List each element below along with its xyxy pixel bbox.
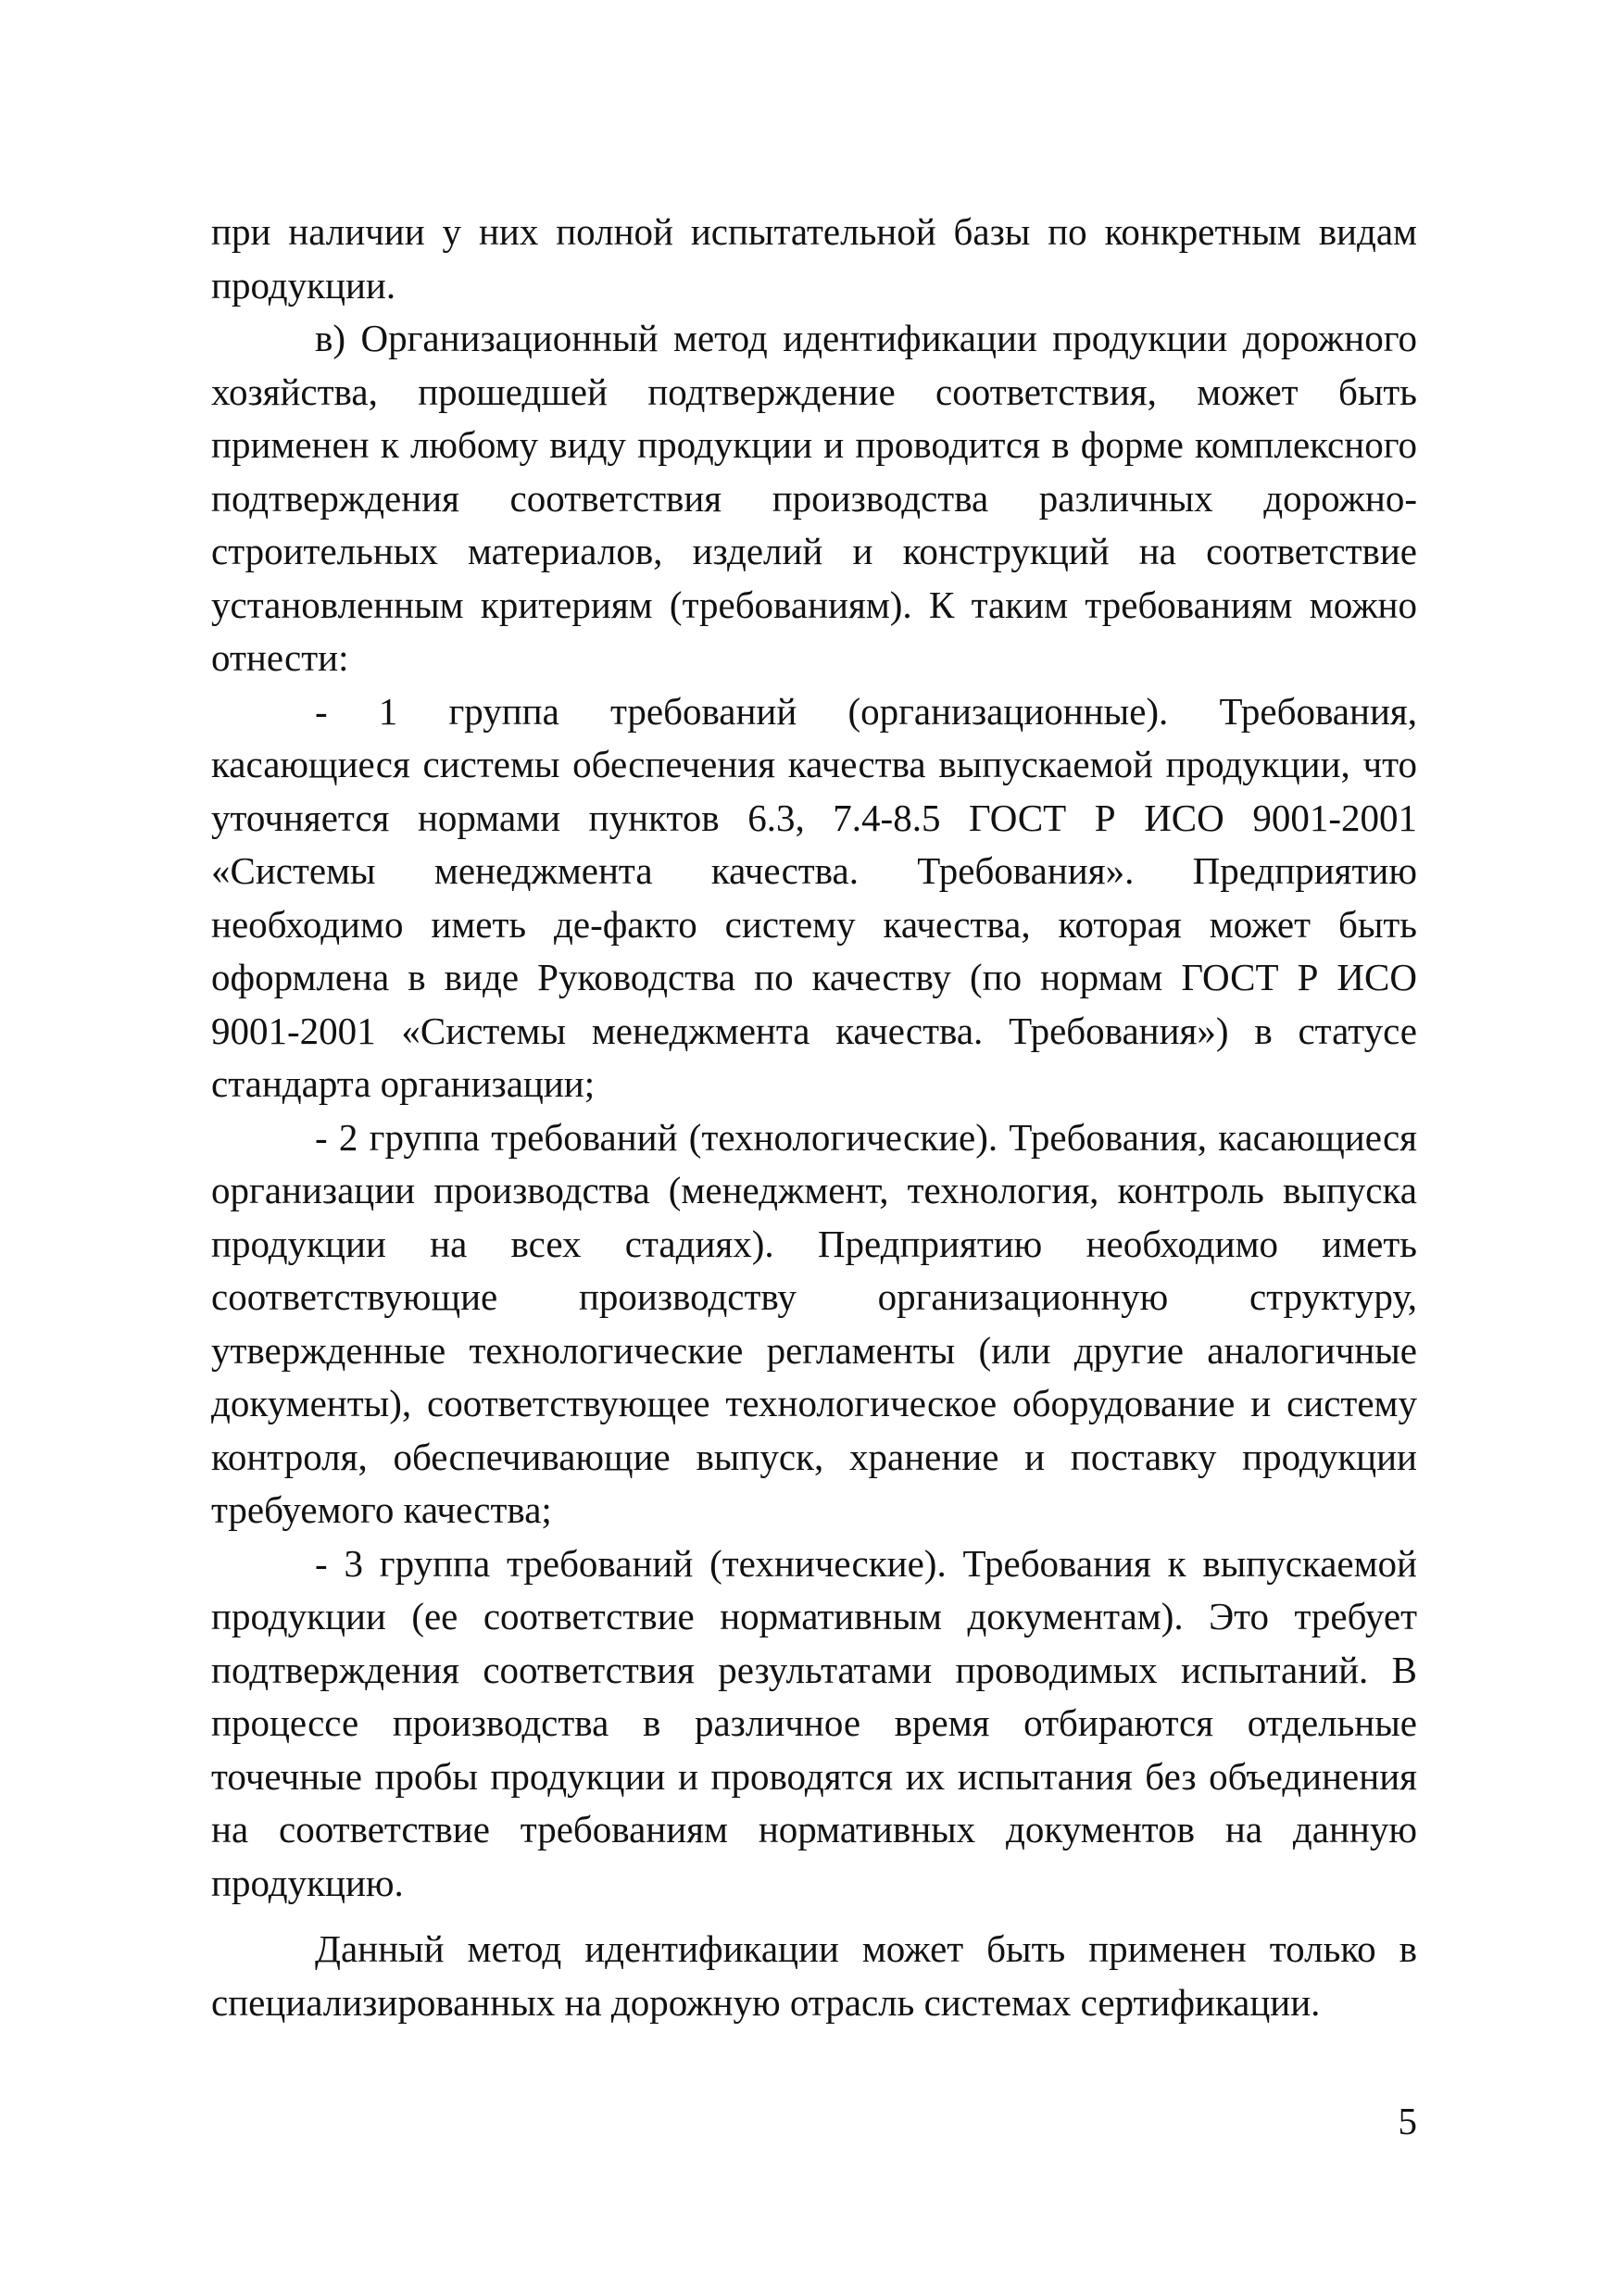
paragraph-organizational-method: в) Организационный метод идентификации продукции дорожного хозяйства, прошедшей подтверждение соответствия, может быть применен к любому виду продукции и проводится в форме комплексного подтверждения соответствия производства различных дорожно-строительных материалов, изделий и конструкций на соответствие установленным критериям (требованиям). К таким требованиям можно отнести: <box>211 317 1417 679</box>
paragraph-continuation: при наличии у них полной испытательной базы по конкретным видам продукции. <box>211 210 1417 307</box>
paragraph-group-3-requirements: - 3 группа требований (технические). Требования к выпускаемой продукции (ее соответствие нормативным документам). Это требует подтверждения соответствия результатами проводимых испытаний. В процессе производства в различное время отбираются отдельные точечные пробы продукции и проводятся их испытания без объединения на соответствие требованиям нормативных документов на данную продукцию. <box>211 1541 1417 1904</box>
paragraph-group-1-requirements: - 1 группа требований (организационные). Требования, касающиеся системы обеспечения качества выпускаемой продукции, что уточняется нормами пунктов 6.3, 7.4-8.5 ГОСТ Р ИСО 9001-2001 «Системы менеджмента качества. Требования». Предприятию необходимо иметь де-факто систему качества, которая может быть оформлена в виде Руководства по качеству (по нормам ГОСТ Р ИСО 9001-2001 «Системы менеджмента качества. Требования») в статусе стандарта организации; <box>211 689 1417 1105</box>
paragraph-method-applicability: Данный метод идентификации может быть применен только в специализированных на дорожную отрасль системах сертификации. <box>211 1927 1417 2024</box>
body-text <box>211 206 1417 2029</box>
page-number: 5 <box>1398 2100 1417 2142</box>
paragraph-group-2-requirements: - 2 группа требований (технологические). Требования, касающиеся организации производства (менеджмент, технология, контроль выпуска продукции на всех стадиях). Предприятию необходимо иметь соответствующие производству организационную структуру, утвержденные технологические регламенты (или другие аналогичные документы), соответствующее технологическое оборудование и систему контроля, обеспечивающие выпуск, хранение и поставку продукции требуемого качества; <box>211 1115 1417 1531</box>
